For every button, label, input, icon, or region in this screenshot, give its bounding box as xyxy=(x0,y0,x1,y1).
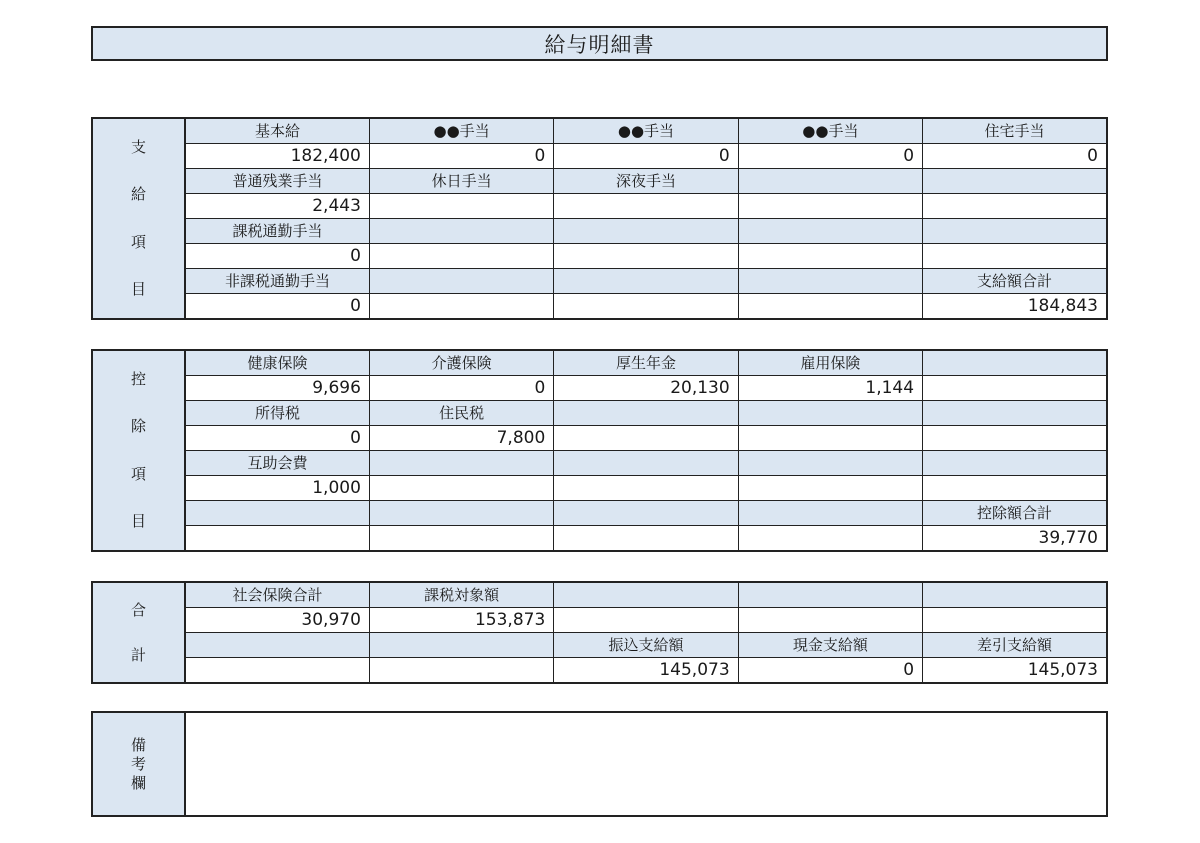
deduction-value xyxy=(554,526,738,552)
payment-value: 0 xyxy=(738,144,922,169)
deduction-label: 所得税 xyxy=(185,401,369,426)
payment-label xyxy=(554,219,738,244)
payment-label: 住宅手当 xyxy=(923,118,1107,144)
deduction-label xyxy=(923,350,1107,376)
payment-value xyxy=(369,194,553,219)
payment-label: 深夜手当 xyxy=(554,169,738,194)
deduction-total-label: 控除額合計 xyxy=(923,501,1107,526)
side-char: 合 xyxy=(130,600,146,619)
side-char: 欄 xyxy=(130,773,146,792)
total-label xyxy=(369,633,553,658)
deduction-value xyxy=(185,526,369,552)
deduction-label xyxy=(554,451,738,476)
deduction-value: 1,144 xyxy=(738,376,922,401)
transfer-pay-label: 振込支給額 xyxy=(554,633,738,658)
total-label xyxy=(923,582,1107,608)
payment-value: 0 xyxy=(185,294,369,320)
payment-label xyxy=(369,219,553,244)
total-value xyxy=(738,608,922,633)
deduction-value: 0 xyxy=(369,376,553,401)
deduction-value xyxy=(923,426,1107,451)
payment-label xyxy=(554,269,738,294)
payment-value: 0 xyxy=(185,244,369,269)
payments-side-label xyxy=(92,118,185,319)
payment-label: ●●手当 xyxy=(738,118,922,144)
deduction-value xyxy=(554,476,738,501)
total-value: 153,873 xyxy=(369,608,553,633)
deduction-value: 0 xyxy=(185,426,369,451)
cash-pay-label: 現金支給額 xyxy=(738,633,922,658)
side-char: 控 xyxy=(130,369,146,388)
deduction-label xyxy=(738,501,922,526)
net-pay-value: 145,073 xyxy=(923,658,1107,684)
payment-value: 0 xyxy=(923,144,1107,169)
deduction-total-value: 39,770 xyxy=(923,526,1107,552)
total-label xyxy=(554,582,738,608)
payment-value: 2,443 xyxy=(185,194,369,219)
remarks-field[interactable] xyxy=(185,712,1107,816)
side-char: 目 xyxy=(130,280,146,299)
payment-label xyxy=(923,169,1107,194)
deduction-label xyxy=(923,401,1107,426)
deduction-label: 厚生年金 xyxy=(554,350,738,376)
total-value xyxy=(185,658,369,684)
payment-value xyxy=(369,294,553,320)
deduction-value xyxy=(554,426,738,451)
payment-value xyxy=(923,194,1107,219)
payment-label: 休日手当 xyxy=(369,169,553,194)
total-value: 30,970 xyxy=(185,608,369,633)
payment-total-label: 支給額合計 xyxy=(923,269,1107,294)
payment-value xyxy=(738,294,922,320)
deduction-label: 住民税 xyxy=(369,401,553,426)
payment-value xyxy=(738,244,922,269)
payment-label xyxy=(738,219,922,244)
side-char: 項 xyxy=(130,464,146,483)
payment-label: ●●手当 xyxy=(369,118,553,144)
total-value xyxy=(554,608,738,633)
deduction-value xyxy=(738,476,922,501)
payment-total-value: 184,843 xyxy=(923,294,1107,320)
side-char: 給 xyxy=(130,185,146,204)
payment-value xyxy=(554,244,738,269)
deduction-value xyxy=(923,476,1107,501)
deduction-label: 介護保険 xyxy=(369,350,553,376)
payment-label: ●●手当 xyxy=(554,118,738,144)
deduction-label xyxy=(738,401,922,426)
side-char: 計 xyxy=(130,645,146,664)
deduction-label: 互助会費 xyxy=(185,451,369,476)
deduction-label: 健康保険 xyxy=(185,350,369,376)
payment-value xyxy=(554,194,738,219)
deductions-side-label xyxy=(92,350,185,551)
remarks-side-label xyxy=(92,712,185,816)
total-label: 課税対象額 xyxy=(369,582,553,608)
payment-value xyxy=(369,244,553,269)
payment-value: 0 xyxy=(554,144,738,169)
deduction-label xyxy=(738,451,922,476)
payment-label xyxy=(738,169,922,194)
payment-label: 基本給 xyxy=(185,118,369,144)
payment-label xyxy=(369,269,553,294)
deduction-label xyxy=(554,401,738,426)
side-char: 項 xyxy=(130,232,146,251)
total-value xyxy=(369,658,553,684)
payment-value: 0 xyxy=(369,144,553,169)
payment-value xyxy=(738,194,922,219)
total-value xyxy=(923,608,1107,633)
side-char: 支 xyxy=(130,137,146,156)
payment-label xyxy=(923,219,1107,244)
deduction-value xyxy=(738,426,922,451)
side-char: 備 xyxy=(130,735,146,754)
deduction-value xyxy=(369,476,553,501)
side-char: 目 xyxy=(130,512,146,531)
deduction-label xyxy=(369,501,553,526)
deduction-label xyxy=(554,501,738,526)
deduction-value: 1,000 xyxy=(185,476,369,501)
totals-side-label xyxy=(92,582,185,683)
total-label xyxy=(738,582,922,608)
payment-label: 非課税通勤手当 xyxy=(185,269,369,294)
payment-label: 普通残業手当 xyxy=(185,169,369,194)
remarks-table xyxy=(91,711,1108,817)
deduction-label xyxy=(923,451,1107,476)
side-char: 除 xyxy=(130,417,146,436)
net-pay-label: 差引支給額 xyxy=(923,633,1107,658)
payment-label xyxy=(738,269,922,294)
payment-label: 課税通勤手当 xyxy=(185,219,369,244)
deduction-value xyxy=(369,526,553,552)
side-char: 考 xyxy=(130,754,146,773)
payment-value: 182,400 xyxy=(185,144,369,169)
payment-value xyxy=(923,244,1107,269)
page-title: 給与明細書 xyxy=(91,26,1108,61)
deduction-value xyxy=(738,526,922,552)
total-label xyxy=(185,633,369,658)
cash-pay-value: 0 xyxy=(738,658,922,684)
deduction-value: 7,800 xyxy=(369,426,553,451)
deduction-label: 雇用保険 xyxy=(738,350,922,376)
deduction-value: 9,696 xyxy=(185,376,369,401)
total-label: 社会保険合計 xyxy=(185,582,369,608)
totals-table xyxy=(91,581,1108,684)
deduction-value xyxy=(923,376,1107,401)
payments-table xyxy=(91,117,1108,320)
transfer-pay-value: 145,073 xyxy=(554,658,738,684)
payment-value xyxy=(554,294,738,320)
deduction-value: 20,130 xyxy=(554,376,738,401)
deduction-label xyxy=(369,451,553,476)
deduction-label xyxy=(185,501,369,526)
deductions-table xyxy=(91,349,1108,552)
